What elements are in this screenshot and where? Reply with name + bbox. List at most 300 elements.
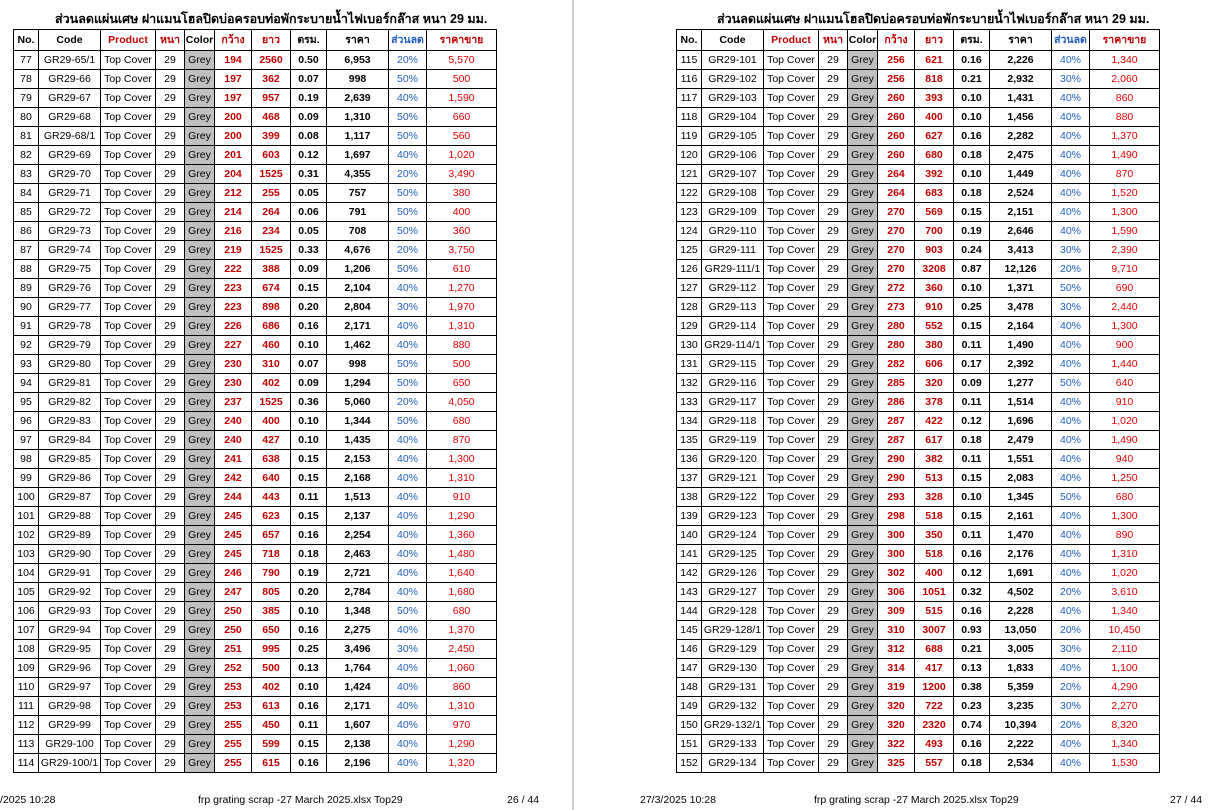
cell-color: Grey: [185, 222, 215, 241]
cell-sqm: 0.33: [291, 241, 327, 260]
cell-discount: 50%: [389, 203, 427, 222]
cell-length: 443: [252, 488, 291, 507]
table-row: [677, 184, 1160, 203]
col-header-product: Product: [764, 30, 819, 51]
cell-sqm: 0.18: [954, 146, 990, 165]
table-row: [677, 507, 1160, 526]
cell-thickness: 29: [819, 659, 848, 678]
cell-code: GR29-77: [39, 298, 101, 317]
cell-thickness: 29: [819, 602, 848, 621]
cell-width: 309: [878, 602, 915, 621]
cell-color: Grey: [185, 697, 215, 716]
cell-no: 135: [677, 431, 702, 450]
cell-discount: 40%: [389, 336, 427, 355]
cell-price: 10,394: [990, 716, 1052, 735]
cell-code: GR29-119: [702, 431, 764, 450]
cell-sqm: 0.24: [954, 241, 990, 260]
col-header-length: ยาว: [915, 30, 954, 51]
table-row: [14, 393, 497, 412]
cell-length: 450: [252, 716, 291, 735]
cell-sqm: 0.16: [291, 754, 327, 773]
cell-thickness: 29: [156, 564, 185, 583]
cell-discount: 20%: [1052, 260, 1090, 279]
cell-discount: 30%: [1052, 241, 1090, 260]
cell-sqm: 0.10: [954, 165, 990, 184]
cell-no: 88: [14, 260, 39, 279]
cell-discount: 50%: [389, 127, 427, 146]
cell-color: Grey: [185, 184, 215, 203]
cell-product: Top Cover: [101, 260, 156, 279]
footer-page-number: 26 / 44: [507, 794, 540, 806]
cell-width: 253: [215, 678, 252, 697]
cell-discount: 40%: [1052, 754, 1090, 773]
cell-width: 247: [215, 583, 252, 602]
cell-length: 460: [252, 336, 291, 355]
cell-sqm: 0.18: [954, 431, 990, 450]
cell-price: 2,161: [990, 507, 1052, 526]
cell-color: Grey: [848, 241, 878, 260]
cell-thickness: 29: [156, 507, 185, 526]
cell-sqm: 0.31: [291, 165, 327, 184]
cell-length: 617: [915, 431, 954, 450]
cell-product: Top Cover: [764, 431, 819, 450]
cell-no: 125: [677, 241, 702, 260]
cell-price: 3,005: [990, 640, 1052, 659]
cell-length: 818: [915, 70, 954, 89]
cell-width: 200: [215, 127, 252, 146]
table-row: [677, 659, 1160, 678]
table-body: [14, 51, 497, 773]
cell-product: Top Cover: [101, 393, 156, 412]
cell-sale-price: 1,590: [427, 89, 497, 108]
cell-length: 640: [252, 469, 291, 488]
cell-product: Top Cover: [764, 279, 819, 298]
cell-sale-price: 1,340: [1090, 602, 1160, 621]
cell-width: 255: [215, 754, 252, 773]
cell-sale-price: 1,100: [1090, 659, 1160, 678]
cell-price: 1,697: [327, 146, 389, 165]
cell-length: 790: [252, 564, 291, 583]
cell-discount: 50%: [389, 70, 427, 89]
table-row: [677, 241, 1160, 260]
cell-price: 708: [327, 222, 389, 241]
cell-code: GR29-92: [39, 583, 101, 602]
cell-color: Grey: [848, 488, 878, 507]
cell-price: 2,392: [990, 355, 1052, 374]
cell-product: Top Cover: [101, 716, 156, 735]
cell-code: GR29-123: [702, 507, 764, 526]
cell-sqm: 0.08: [291, 127, 327, 146]
cell-product: Top Cover: [101, 355, 156, 374]
cell-thickness: 29: [156, 469, 185, 488]
cell-width: 270: [878, 260, 915, 279]
cell-sale-price: 940: [1090, 450, 1160, 469]
cell-code: GR29-90: [39, 545, 101, 564]
cell-product: Top Cover: [764, 127, 819, 146]
table-row: [677, 545, 1160, 564]
cell-sqm: 0.12: [291, 146, 327, 165]
cell-sqm: 0.87: [954, 260, 990, 279]
cell-length: 995: [252, 640, 291, 659]
col-header-code: Code: [702, 30, 764, 51]
table-row: [14, 184, 497, 203]
cell-width: 273: [878, 298, 915, 317]
cell-product: Top Cover: [764, 450, 819, 469]
cell-length: 606: [915, 355, 954, 374]
cell-thickness: 29: [819, 488, 848, 507]
cell-price: 998: [327, 70, 389, 89]
cell-product: Top Cover: [101, 450, 156, 469]
cell-color: Grey: [185, 336, 215, 355]
cell-width: 230: [215, 374, 252, 393]
table-row: [14, 70, 497, 89]
sheet-title: ส่วนลดแผ่นเศษ ฝาแมนโฮลปิดบ่อครอบท่อพักระบายน้ำไฟเบอร์กล๊าส หนา 29 มม.: [717, 12, 1150, 26]
cell-code: GR29-82: [39, 393, 101, 412]
cell-discount: 30%: [1052, 298, 1090, 317]
cell-no: 134: [677, 412, 702, 431]
cell-sqm: 0.15: [954, 317, 990, 336]
table-row: [14, 697, 497, 716]
cell-price: 3,478: [990, 298, 1052, 317]
cell-sale-price: 910: [427, 488, 497, 507]
cell-length: 657: [252, 526, 291, 545]
cell-product: Top Cover: [101, 526, 156, 545]
cell-code: GR29-122: [702, 488, 764, 507]
cell-color: Grey: [185, 127, 215, 146]
cell-sqm: 0.06: [291, 203, 327, 222]
cell-length: 621: [915, 51, 954, 70]
cell-price: 1,551: [990, 450, 1052, 469]
cell-no: 118: [677, 108, 702, 127]
cell-length: 400: [915, 108, 954, 127]
cell-code: GR29-71: [39, 184, 101, 203]
col-header-sale-price: ราคาขาย: [427, 30, 497, 51]
col-header-width: กว้าง: [215, 30, 252, 51]
cell-code: GR29-113: [702, 298, 764, 317]
footer-datetime: 27/3/2025 10:28: [640, 794, 716, 806]
cell-thickness: 29: [156, 583, 185, 602]
col-header-discount: ส่วนลด: [1052, 30, 1090, 51]
cell-sqm: 0.32: [954, 583, 990, 602]
cell-code: GR29-73: [39, 222, 101, 241]
cell-sale-price: 900: [1090, 336, 1160, 355]
print-page-26: [0, 0, 572, 810]
cell-sqm: 0.93: [954, 621, 990, 640]
cell-width: 251: [215, 640, 252, 659]
cell-discount: 50%: [389, 260, 427, 279]
cell-product: Top Cover: [101, 108, 156, 127]
cell-color: Grey: [185, 716, 215, 735]
cell-product: Top Cover: [764, 184, 819, 203]
col-header-sqm: ตรม.: [954, 30, 990, 51]
cell-color: Grey: [185, 545, 215, 564]
cell-thickness: 29: [819, 412, 848, 431]
cell-no: 128: [677, 298, 702, 317]
cell-code: GR29-126: [702, 564, 764, 583]
cell-price: 2,479: [990, 431, 1052, 450]
cell-color: Grey: [848, 89, 878, 108]
cell-product: Top Cover: [764, 393, 819, 412]
cell-price: 1,456: [990, 108, 1052, 127]
cell-code: GR29-130: [702, 659, 764, 678]
cell-width: 212: [215, 184, 252, 203]
cell-width: 287: [878, 431, 915, 450]
cell-sqm: 0.10: [291, 678, 327, 697]
cell-sale-price: 1,440: [1090, 355, 1160, 374]
table-row: [14, 374, 497, 393]
cell-width: 253: [215, 697, 252, 716]
cell-sqm: 0.12: [954, 564, 990, 583]
cell-price: 2,083: [990, 469, 1052, 488]
cell-no: 149: [677, 697, 702, 716]
cell-length: 599: [252, 735, 291, 754]
cell-sqm: 0.12: [954, 412, 990, 431]
cell-no: 94: [14, 374, 39, 393]
cell-price: 1,462: [327, 336, 389, 355]
cell-no: 131: [677, 355, 702, 374]
cell-sqm: 0.17: [954, 355, 990, 374]
cell-color: Grey: [848, 507, 878, 526]
cell-length: 650: [252, 621, 291, 640]
cell-sale-price: 1,680: [427, 583, 497, 602]
cell-product: Top Cover: [764, 716, 819, 735]
cell-sale-price: 880: [1090, 108, 1160, 127]
cell-discount: 40%: [1052, 222, 1090, 241]
cell-sale-price: 1,480: [427, 545, 497, 564]
cell-sale-price: 680: [1090, 488, 1160, 507]
cell-thickness: 29: [819, 241, 848, 260]
table-row: [14, 127, 497, 146]
cell-discount: 40%: [1052, 469, 1090, 488]
cell-sale-price: 890: [1090, 526, 1160, 545]
cell-no: 116: [677, 70, 702, 89]
cell-code: GR29-129: [702, 640, 764, 659]
cell-code: GR29-133: [702, 735, 764, 754]
cell-color: Grey: [185, 431, 215, 450]
cell-sale-price: 1,300: [1090, 317, 1160, 336]
cell-color: Grey: [848, 317, 878, 336]
cell-width: 319: [878, 678, 915, 697]
cell-discount: 30%: [1052, 70, 1090, 89]
cell-code: GR29-76: [39, 279, 101, 298]
cell-price: 791: [327, 203, 389, 222]
cell-price: 998: [327, 355, 389, 374]
cell-color: Grey: [848, 165, 878, 184]
cell-sale-price: 640: [1090, 374, 1160, 393]
footer-filename: frp grating scrap -27 March 2025.xlsx Top29: [814, 794, 1019, 806]
cell-product: Top Cover: [101, 412, 156, 431]
table-row: [14, 583, 497, 602]
cell-length: 1051: [915, 583, 954, 602]
cell-discount: 20%: [1052, 716, 1090, 735]
cell-product: Top Cover: [101, 70, 156, 89]
cell-sale-price: 1,490: [1090, 146, 1160, 165]
cell-price: 2,275: [327, 621, 389, 640]
table-row: [14, 165, 497, 184]
cell-no: 126: [677, 260, 702, 279]
cell-price: 6,953: [327, 51, 389, 70]
cell-width: 282: [878, 355, 915, 374]
cell-width: 293: [878, 488, 915, 507]
cell-color: Grey: [848, 108, 878, 127]
cell-price: 2,475: [990, 146, 1052, 165]
cell-sqm: 0.15: [291, 450, 327, 469]
table-row: [677, 412, 1160, 431]
cell-sale-price: 690: [1090, 279, 1160, 298]
cell-sqm: 0.16: [291, 526, 327, 545]
cell-width: 286: [878, 393, 915, 412]
cell-sqm: 0.09: [291, 260, 327, 279]
price-table: [13, 29, 497, 773]
table-row: [677, 165, 1160, 184]
cell-product: Top Cover: [101, 89, 156, 108]
cell-price: 1,490: [990, 336, 1052, 355]
cell-length: 680: [915, 146, 954, 165]
cell-sqm: 0.09: [291, 108, 327, 127]
cell-thickness: 29: [156, 108, 185, 127]
cell-price: 4,502: [990, 583, 1052, 602]
cell-thickness: 29: [819, 583, 848, 602]
table-row: [14, 222, 497, 241]
cell-code: GR29-88: [39, 507, 101, 526]
cell-sqm: 0.16: [954, 602, 990, 621]
cell-sale-price: 1,060: [427, 659, 497, 678]
cell-product: Top Cover: [101, 203, 156, 222]
cell-length: 638: [252, 450, 291, 469]
cell-price: 1,345: [990, 488, 1052, 507]
cell-length: 399: [252, 127, 291, 146]
cell-sqm: 0.15: [954, 507, 990, 526]
cell-discount: 40%: [1052, 184, 1090, 203]
cell-price: 2,282: [990, 127, 1052, 146]
cell-length: 515: [915, 602, 954, 621]
table-header-row: [677, 30, 1160, 51]
cell-color: Grey: [848, 222, 878, 241]
table-row: [677, 127, 1160, 146]
cell-color: Grey: [848, 678, 878, 697]
cell-price: 3,413: [990, 241, 1052, 260]
cell-code: GR29-95: [39, 640, 101, 659]
cell-product: Top Cover: [101, 317, 156, 336]
cell-width: 219: [215, 241, 252, 260]
table-row: [14, 298, 497, 317]
cell-color: Grey: [848, 640, 878, 659]
cell-product: Top Cover: [101, 222, 156, 241]
cell-product: Top Cover: [764, 317, 819, 336]
cell-color: Grey: [185, 203, 215, 222]
cell-sqm: 0.16: [291, 697, 327, 716]
cell-sale-price: 2,060: [1090, 70, 1160, 89]
col-header-no: No.: [677, 30, 702, 51]
cell-product: Top Cover: [764, 412, 819, 431]
cell-price: 1,470: [990, 526, 1052, 545]
cell-width: 285: [878, 374, 915, 393]
cell-product: Top Cover: [101, 279, 156, 298]
table-row: [677, 70, 1160, 89]
cell-color: Grey: [185, 51, 215, 70]
cell-price: 1,764: [327, 659, 389, 678]
cell-code: GR29-132/1: [702, 716, 764, 735]
table-row: [677, 450, 1160, 469]
cell-no: 117: [677, 89, 702, 108]
cell-width: 280: [878, 336, 915, 355]
cell-thickness: 29: [819, 260, 848, 279]
cell-length: 310: [252, 355, 291, 374]
cell-sale-price: 3,490: [427, 165, 497, 184]
cell-sale-price: 500: [427, 355, 497, 374]
cell-code: GR29-86: [39, 469, 101, 488]
cell-code: GR29-124: [702, 526, 764, 545]
cell-price: 2,784: [327, 583, 389, 602]
cell-product: Top Cover: [764, 70, 819, 89]
cell-color: Grey: [848, 450, 878, 469]
cell-discount: 30%: [1052, 697, 1090, 716]
cell-no: 95: [14, 393, 39, 412]
col-header-price: ราคา: [990, 30, 1052, 51]
table-row: [677, 564, 1160, 583]
cell-product: Top Cover: [764, 488, 819, 507]
cell-length: 3007: [915, 621, 954, 640]
cell-sale-price: 1,530: [1090, 754, 1160, 773]
cell-discount: 40%: [389, 545, 427, 564]
cell-sale-price: 9,710: [1090, 260, 1160, 279]
cell-no: 92: [14, 336, 39, 355]
cell-sqm: 0.10: [954, 108, 990, 127]
cell-product: Top Cover: [764, 754, 819, 773]
cell-color: Grey: [848, 716, 878, 735]
cell-no: 139: [677, 507, 702, 526]
cell-discount: 40%: [389, 564, 427, 583]
cell-length: 903: [915, 241, 954, 260]
cell-sqm: 0.15: [954, 469, 990, 488]
cell-color: Grey: [185, 317, 215, 336]
cell-color: Grey: [185, 412, 215, 431]
cell-thickness: 29: [819, 564, 848, 583]
cell-length: 718: [252, 545, 291, 564]
col-header-length: ยาว: [252, 30, 291, 51]
cell-discount: 20%: [1052, 678, 1090, 697]
cell-color: Grey: [848, 602, 878, 621]
cell-width: 322: [878, 735, 915, 754]
table-row: [14, 602, 497, 621]
cell-price: 2,168: [327, 469, 389, 488]
cell-code: GR29-114: [702, 317, 764, 336]
cell-discount: 40%: [1052, 602, 1090, 621]
cell-price: 5,359: [990, 678, 1052, 697]
cell-sale-price: 8,320: [1090, 716, 1160, 735]
cell-color: Grey: [848, 298, 878, 317]
table-row: [677, 488, 1160, 507]
cell-discount: 30%: [389, 298, 427, 317]
table-row: [677, 469, 1160, 488]
cell-price: 12,126: [990, 260, 1052, 279]
cell-product: Top Cover: [764, 203, 819, 222]
cell-price: 2,228: [990, 602, 1052, 621]
cell-sale-price: 1,020: [1090, 412, 1160, 431]
cell-width: 260: [878, 127, 915, 146]
cell-price: 2,171: [327, 317, 389, 336]
table-row: [14, 678, 497, 697]
cell-no: 115: [677, 51, 702, 70]
cell-no: 85: [14, 203, 39, 222]
cell-color: Grey: [848, 412, 878, 431]
cell-length: 805: [252, 583, 291, 602]
cell-sale-price: 1,310: [427, 697, 497, 716]
footer-page-number: 27 / 44: [1170, 794, 1203, 806]
table-row: [14, 260, 497, 279]
cell-sale-price: 860: [1090, 89, 1160, 108]
table-header-row: [14, 30, 497, 51]
